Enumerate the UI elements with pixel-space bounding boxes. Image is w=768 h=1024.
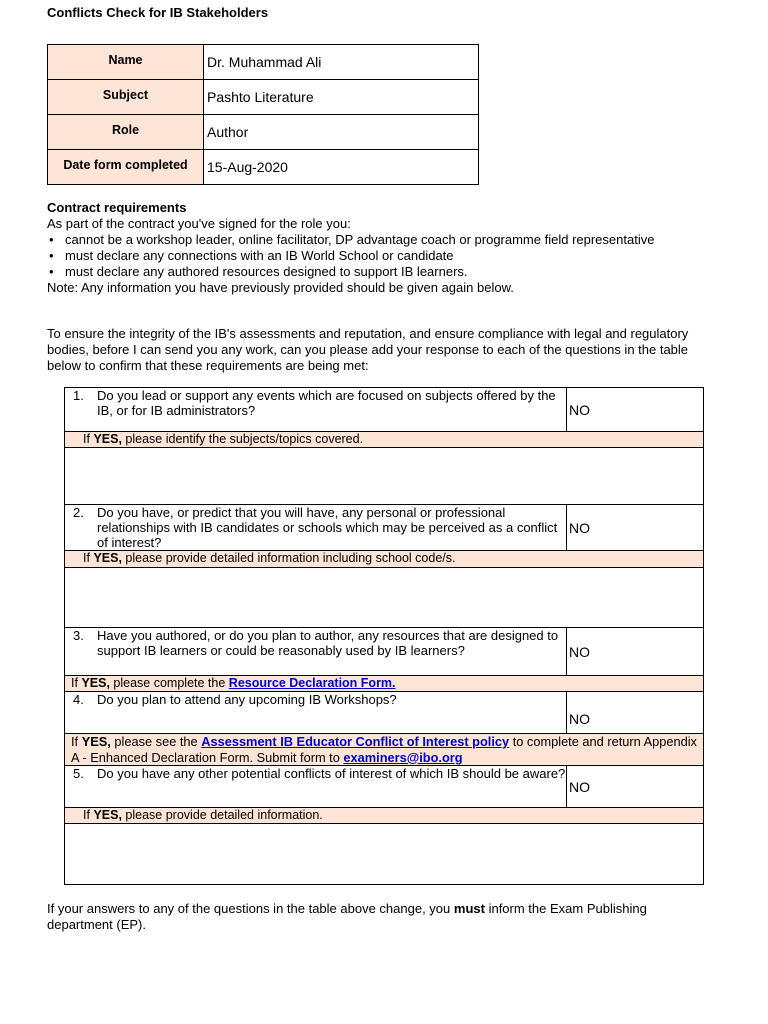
if-yes-row-4 [65, 734, 703, 766]
question-text-3 [65, 628, 567, 675]
yes-label: YES, [81, 676, 110, 690]
question-row-2 [65, 505, 703, 551]
conflict-policy-link[interactable]: Assessment IB Educator Conflict of Interest policy [201, 734, 510, 749]
if-yes-text: please provide detailed information. [125, 808, 323, 822]
questions-table [64, 387, 704, 885]
bullet-item [47, 232, 707, 248]
answer-5[interactable]: NO [569, 778, 590, 795]
bullet-item [47, 248, 707, 264]
if-yes-row-2 [65, 551, 703, 568]
yes-label: YES, [93, 432, 122, 446]
question-row-5 [65, 766, 703, 808]
question-label: Do you have, or predict that you will have, any personal or professional relationships with IB candidates or schools which may be perceived as a conflict of interest? [97, 505, 558, 550]
bullet-icon: • [49, 264, 54, 279]
answer-3[interactable]: NO [569, 643, 590, 660]
name-value[interactable]: Dr. Muhammad Ali [204, 45, 479, 80]
answer-2[interactable]: NO [569, 519, 590, 536]
question-number: 1. [73, 388, 84, 403]
yes-label: YES, [93, 551, 122, 565]
if-label: If [83, 551, 90, 565]
role-label: Role [48, 115, 204, 150]
if-label: If [83, 432, 90, 446]
bullet-icon: • [49, 248, 54, 263]
question-row-3 [65, 628, 703, 676]
footer-emphasis: must [453, 901, 485, 916]
question-row-4 [65, 692, 703, 734]
question-number: 5. [73, 766, 84, 781]
question-label: Do you lead or support any events which are focused on subjects offered by the IB, or for IB administrators? [97, 388, 556, 418]
question-text-2 [65, 505, 567, 550]
if-label: If [71, 676, 78, 690]
subject-value[interactable]: Pashto Literature [204, 80, 479, 115]
if-label: If [83, 808, 90, 822]
question-text-4 [65, 692, 567, 733]
date-label: Date form completed [48, 150, 204, 185]
if-yes-row-3 [65, 676, 703, 692]
answer-1[interactable]: NO [569, 401, 590, 418]
bullet-text: must declare any authored resources designed to support IB learners. [65, 264, 468, 279]
info-row-subject [48, 80, 479, 115]
question-label: Do you have any other potential conflicts of interest of which IB should be aware? [97, 766, 566, 781]
question-label: Have you authored, or do you plan to author, any resources that are designed to support IB learners or could be reasonably used by IB learners? [97, 628, 559, 658]
footer-text: If your answers to any of the questions in the table above change, you [47, 901, 451, 916]
if-yes-row-1 [65, 432, 703, 448]
info-row-date [48, 150, 479, 185]
question-number: 2. [73, 505, 84, 520]
footer-text: inform the Exam Publishing department (EP). [47, 901, 647, 932]
integrity-paragraph: To ensure the integrity of the IB's assessments and reputation, and ensure compliance with legal and regulatory bodies, before I can send you any work, can you please add your response to each of the questions in the table below to confirm that these requirements are being met: [47, 326, 689, 373]
stakeholder-info-table [47, 44, 479, 185]
response-box-2[interactable] [65, 568, 703, 628]
answer-4[interactable]: NO [569, 711, 590, 727]
contract-requirements [47, 200, 707, 296]
question-number: 3. [73, 628, 84, 643]
bullet-text: must declare any connections with an IB World School or candidate [65, 248, 454, 263]
if-yes-text: please complete the [113, 676, 226, 690]
question-number: 4. [73, 692, 84, 707]
question-label: Do you plan to attend any upcoming IB Workshops? [97, 692, 397, 707]
bullet-icon: • [49, 232, 54, 247]
subject-label: Subject [48, 80, 204, 115]
name-label: Name [48, 45, 204, 80]
if-label: If [71, 734, 79, 749]
role-value[interactable]: Author [204, 115, 479, 150]
if-yes-text: please provide detailed information including school code/s. [125, 551, 456, 565]
if-yes-text: to complete and return Appendix A - Enhanced Declaration Form. Submit form to [71, 734, 697, 765]
if-yes-text: please identify the subjects/topics covered. [125, 432, 364, 446]
resource-declaration-link[interactable]: Resource Declaration Form. [228, 676, 396, 690]
contract-heading: Contract requirements [47, 200, 187, 215]
footer-note [47, 901, 687, 933]
info-row-role [48, 115, 479, 150]
info-row-name [48, 45, 479, 80]
if-yes-text: please see the [114, 734, 198, 749]
page-title: Conflicts Check for IB Stakeholders [47, 5, 269, 20]
if-yes-row-5 [65, 808, 703, 824]
date-value[interactable]: 15-Aug-2020 [204, 150, 479, 185]
contract-note: Note: Any information you have previously provided should be given again below. [47, 280, 514, 295]
bullet-text: cannot be a workshop leader, online facilitator, DP advantage coach or programme field representative [65, 232, 655, 247]
question-text-1 [65, 388, 567, 431]
yes-label: YES, [93, 808, 122, 822]
response-box-5[interactable] [65, 824, 703, 884]
examiners-email-link[interactable]: examiners@ibo.org [343, 749, 463, 765]
yes-label: YES, [81, 734, 111, 749]
response-box-1[interactable] [65, 448, 703, 505]
question-row-1 [65, 388, 703, 432]
bullet-item [47, 264, 707, 280]
contract-intro: As part of the contract you've signed for the role you: [47, 216, 351, 231]
question-text-5 [65, 766, 567, 807]
